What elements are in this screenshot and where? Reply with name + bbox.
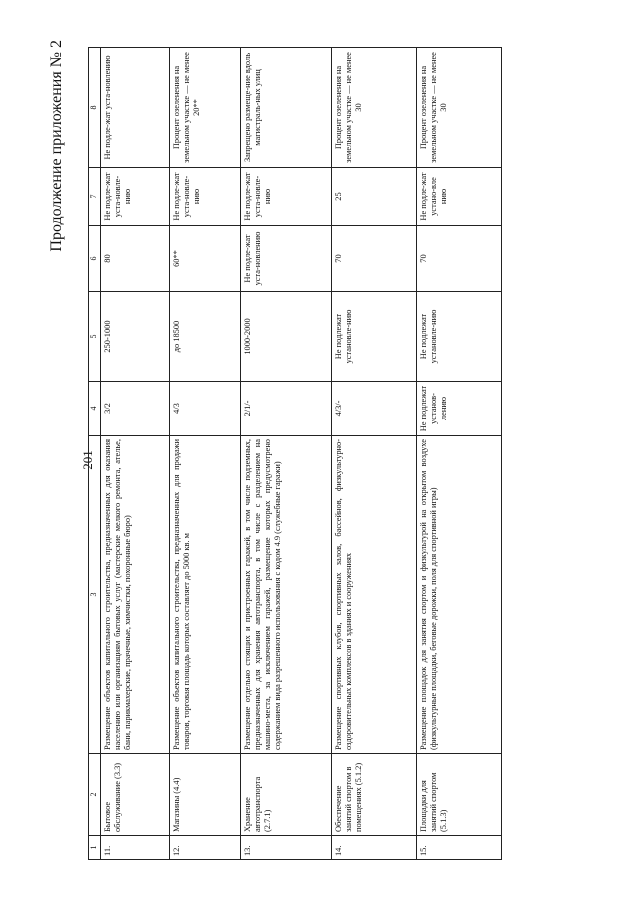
cell-col8: Процент озеленения на земельном участке — не менее 30 — [332, 48, 417, 168]
cell-plot-area: 1000-2000 — [241, 292, 332, 382]
cell-col7: Не подле-жат уста-новле-нию — [241, 168, 332, 226]
table-row — [241, 48, 332, 860]
cell-col8: Процент озеленения на земельном участке — не менее 20** — [170, 48, 241, 168]
col-header: 7 — [89, 168, 101, 226]
use-name: Магазины (4.4) — [170, 754, 241, 836]
cell-floors: 3/2 — [101, 382, 170, 436]
table-row — [101, 48, 170, 860]
cell-floors: Не подлежат установ-лению — [417, 382, 502, 436]
cell-plot-area: Не подлежат установле-нию — [332, 292, 417, 382]
cell-coverage: Не подле-жат уста-новлению — [241, 226, 332, 292]
cell-coverage: 70 — [417, 226, 502, 292]
cell-coverage: 70 — [332, 226, 417, 292]
col-header: 4 — [89, 382, 101, 436]
col-header: 8 — [89, 48, 101, 168]
row-number: 15. — [417, 836, 502, 860]
use-name: Бытовое обслуживание (3.3) — [101, 754, 170, 836]
col-header: 3 — [89, 436, 101, 754]
use-description: Размещение отдельно стоящих и пристроенных гаражей, в том числе подземных, предназначенных для хранения автотранспорта, в том числе с разделением на машино-места, за исключением гаражей, размещение которых предусмотрено содержанием вида разрешенного использования с кодом 4.9 (служебные гаражи) — [241, 436, 332, 754]
cell-col7: Не подле-жат уста-новле-нию — [101, 168, 170, 226]
use-name: Обеспечение занятий спортом в помещениях (5.1.2) — [332, 754, 417, 836]
cell-coverage: 60** — [170, 226, 241, 292]
header-row — [89, 48, 101, 860]
page-heading: Продолжение приложения № 2 — [48, 40, 65, 252]
use-description: Размещение площадок для занятия спортом и физкультурой на открытом воздухе (физкультурные площадки, беговые дорожки, поля для спортивной игры) — [417, 436, 502, 754]
row-number: 11. — [101, 836, 170, 860]
cell-floors: 4/3/- — [332, 382, 417, 436]
table-row — [170, 48, 241, 860]
use-description: Размещение объектов капитального строительства, предназначенных для оказания населению или организациям бытовых услуг (мастерские мелкого ремонта, ателье, бани, парикмахерские, прачечные, химчистки, похоронные бюро) — [101, 436, 170, 754]
table-row — [332, 48, 417, 860]
cell-col8: Запрещено размеще-ние вдоль магистраль-ных улиц — [241, 48, 332, 168]
col-header: 1 — [89, 836, 101, 860]
cell-floors: 2/1/- — [241, 382, 332, 436]
row-number: 14. — [332, 836, 417, 860]
cell-plot-area: до 18500 — [170, 292, 241, 382]
cell-col8: Не подле-жат уста-новлению — [101, 48, 170, 168]
col-header: 5 — [89, 292, 101, 382]
col-header: 2 — [89, 754, 101, 836]
col-header: 6 — [89, 226, 101, 292]
cell-col7: Не подле-жат уста-новле-нию — [170, 168, 241, 226]
table-row — [417, 48, 502, 860]
use-description: Размещение спортивных клубов, спортивных залов, бассейнов, физкультурно-оздоровительных комплексов в зданиях и сооружениях — [332, 436, 417, 754]
row-number: 12. — [170, 836, 241, 860]
zoning-table — [88, 47, 502, 860]
use-name: Площадки для занятий спортом (5.1.3) — [417, 754, 502, 836]
cell-col8: Процент озеленения на земельном участке — не менее 30 — [417, 48, 502, 168]
cell-plot-area: 250-1000 — [101, 292, 170, 382]
cell-col7: 25 — [332, 168, 417, 226]
cell-coverage: 80 — [101, 226, 170, 292]
use-description: Размещение объектов капитального строительства, предназначенных для продажи товаров, торговая площадь которых составляет до 5000 кв. м — [170, 436, 241, 754]
page-number: 201 — [80, 450, 95, 470]
cell-col7: Не подле-жат устано-вле нию — [417, 168, 502, 226]
use-name: Хранение автотранспорта (2.7.1) — [241, 754, 332, 836]
cell-floors: 4/3 — [170, 382, 241, 436]
row-number: 13. — [241, 836, 332, 860]
cell-plot-area: Не подлежат установле-нию — [417, 292, 502, 382]
